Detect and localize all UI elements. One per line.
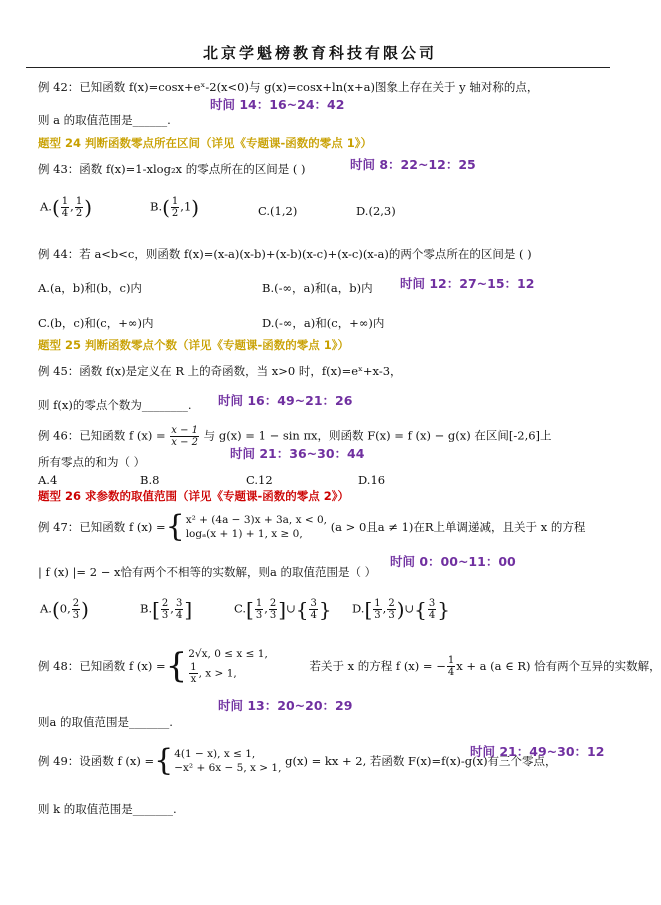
example-43-option-c: C.(1,2) xyxy=(258,204,298,218)
example-49-text: 例 49：设函数 f (x) ={ 4(1 − x), x ≤ 1, −x² + 6x − 5, x > 1, g(x) = kx + 2, 若函数 F(x)=f(x)-g(x)有三个零点， xyxy=(38,743,557,778)
example-46-time: 时间 21：36~30：44 xyxy=(230,446,365,461)
example-42-time: 时间 14：16~24：42 xyxy=(210,97,345,112)
example-47-option-c: C.[ $\frac{1}{3}$ , $\frac{2}{3}$ ]∪{ $\frac{3}{4}$ } xyxy=(234,597,332,622)
example-43-option-d: D.(2,3) xyxy=(356,204,396,218)
example-44-option-b: B.(-∞，a)和(a，b)内 xyxy=(262,281,373,295)
page-header-title: 北京学魁榜教育科技有限公司 xyxy=(202,44,437,62)
section-25-heading: 题型 25 判断函数零点个数（详见《专题课-函数的零点 1》） xyxy=(38,338,350,352)
example-47-text: 例 47：已知函数 f (x) ={ x² + (4a − 3)x + 3a, x < 0, logₐ(x + 1) + 1, x ≥ 0, (a > 0且a ≠ 1)在R上单调递减，且关于 x 的方程 xyxy=(38,509,586,544)
example-46-option-a: A.4 xyxy=(38,473,58,487)
example-43-time: 时间 8：22~12：25 xyxy=(350,157,476,172)
example-47-time: 时间 0：00~11：00 xyxy=(390,554,516,569)
example-47-option-a: A.(0, $\frac{2}{3}$ ) xyxy=(40,597,89,622)
header-divider xyxy=(26,67,610,68)
example-44-text: 例 44：若 a<b<c，则函数 f(x)=(x-a)(x-b)+(x-b)(x-c)+(x-c)(x-a)的两个零点所在的区间是 ( ) xyxy=(38,247,532,261)
example-47-option-d: D.[ $\frac{1}{3}$ , $\frac{2}{3}$ )∪{ $\frac{3}{4}$ } xyxy=(352,597,450,622)
example-46-option-d: D.16 xyxy=(358,473,386,487)
example-46-text: 例 46：已知函数 f (x) = $\frac{x - 1}{x - 2}$ 与 g(x) = 1 − sin πx，则函数 F(x) = f (x) − g(x) 在区间[-2,6]上 xyxy=(38,425,552,448)
example-43-option-b: B.( $\frac{1}{2}$ ,1) xyxy=(150,195,200,220)
example-49-time: 时间 21：49~30：12 xyxy=(470,744,605,759)
example-44-time: 时间 12：27~15：12 xyxy=(400,276,535,291)
example-45-text: 例 45：函数 f(x)是定义在 R 上的奇函数，当 x>0 时，f(x)=eˣ+x-3， xyxy=(38,364,402,378)
example-42-answer: 则 a 的取值范围是______. xyxy=(38,113,171,127)
example-45-answer: 则 f(x)的零点个数为________. xyxy=(38,398,192,412)
section-24-heading: 题型 24 判断函数零点所在区间（详见《专题课-函数的零点 1》） xyxy=(38,136,373,150)
example-46-line2: 所有零点的和为（ ） xyxy=(38,455,146,469)
example-44-option-a: A.(a，b)和(b，c)内 xyxy=(38,281,142,295)
example-48-answer: 则a 的取值范围是_______. xyxy=(38,715,173,729)
example-42-text: 例 42：已知函数 f(x)=cosx+eˣ-2(x<0)与 g(x)=cosx+ln(x+a)图象上存在关于 y 轴对称的点， xyxy=(38,80,539,94)
example-47-line2: | f (x) |= 2 − x恰有两个不相等的实数解，则a 的取值范围是（ ） xyxy=(38,565,377,579)
example-46-option-b: B.8 xyxy=(140,473,160,487)
example-49-answer: 则 k 的取值范围是_______. xyxy=(38,802,177,816)
example-48-time: 时间 13：20~20：29 xyxy=(218,698,353,713)
example-44-option-c: C.(b，c)和(c，+∞)内 xyxy=(38,316,154,330)
example-45-time: 时间 16：49~21：26 xyxy=(218,393,353,408)
example-48-text: 例 48：已知函数 f (x) ={ 2√x, 0 ≤ x ≤ 1, $\frac{1}{x}$ , x > 1, 若关于 x 的方程 f (x) = − $\frac{1}{4}$ x + a (a ∈ R) 恰有两个互异的实数解， xyxy=(38,646,661,687)
example-44-option-d: D.(-∞，a)和(c，+∞)内 xyxy=(262,316,385,330)
example-43-text: 例 43：函数 f(x)=1-xlog₂x 的零点所在的区间是 ( ) xyxy=(38,162,306,176)
example-43-option-a: A.( $\frac{1}{4}$ , $\frac{1}{2}$ ) xyxy=(40,195,92,220)
section-26-heading: 题型 26 求参数的取值范围（详见《专题课-函数的零点 2》） xyxy=(38,489,350,503)
example-47-option-b: B.[ $\frac{2}{3}$ , $\frac{3}{4}$ ] xyxy=(140,597,193,622)
example-46-option-c: C.12 xyxy=(246,473,273,487)
